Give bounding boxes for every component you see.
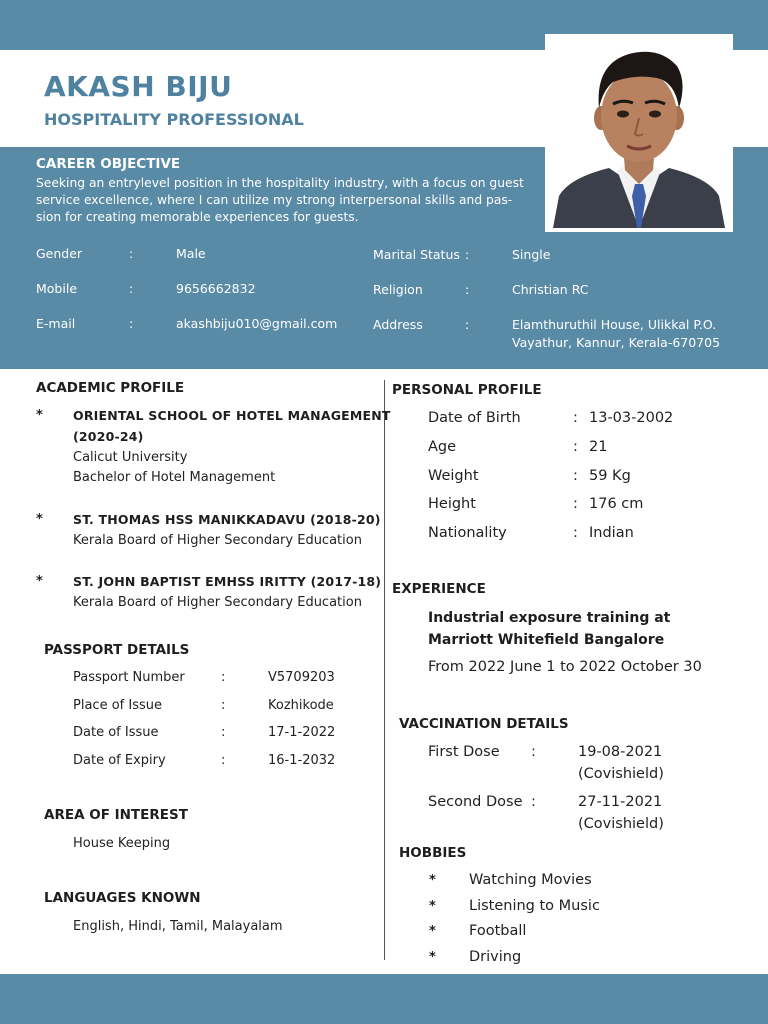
passport-details-heading: PASSPORT DETAILS: [44, 642, 190, 658]
age-value: 21: [589, 439, 608, 455]
objective-line: service excellence, where I can utilize my strong interpersonal skills and pas-: [36, 193, 513, 207]
passport-separator: :: [221, 753, 226, 768]
date-of-issue-label: Date of Issue: [73, 725, 159, 740]
candidate-name: AKASH BIJU: [44, 70, 233, 103]
second-dose-vaccine: (Covishield): [578, 816, 664, 832]
bullet: *: [36, 512, 43, 527]
experience-role: Industrial exposure training at: [428, 610, 671, 626]
personal-profile-heading: PERSONAL PROFILE: [392, 382, 542, 398]
place-of-issue-value: Kozhikode: [268, 698, 334, 713]
academic-institution: ST. JOHN BAPTIST EMHSS IRITTY (2017-18): [73, 574, 382, 589]
vaccination-separator: :: [531, 794, 536, 810]
weight-value: 59 Kg: [589, 468, 631, 484]
academic-institution: ST. THOMAS HSS MANIKKADAVU (2018-20): [73, 512, 381, 527]
place-of-issue-label: Place of Issue: [73, 698, 162, 713]
bullet: *: [429, 899, 436, 914]
career-objective-text: [36, 175, 530, 226]
academic-university: Calicut University: [73, 450, 188, 465]
nationality-label: Nationality: [428, 525, 507, 541]
address-line-2: Vayathur, Kannur, Kerala-670705: [512, 335, 721, 350]
column-divider: [384, 380, 385, 960]
marital-status-separator: :: [465, 247, 470, 262]
marital-status-label: Marital Status: [373, 247, 460, 262]
vaccination-separator: :: [531, 744, 536, 760]
candidate-title: HOSPITALITY PROFESSIONAL: [44, 110, 304, 129]
personal-separator: :: [573, 496, 578, 512]
hobbies-heading: HOBBIES: [399, 845, 467, 861]
marital-status-value: Single: [512, 247, 551, 262]
profile-photo: [549, 38, 729, 228]
second-dose-label: Second Dose: [428, 794, 523, 810]
religion-label: Religion: [373, 282, 423, 297]
mobile-separator: :: [129, 281, 134, 296]
bottom-band: [0, 974, 768, 1024]
height-value: 176 cm: [589, 496, 644, 512]
address-label: Address: [373, 317, 423, 332]
religion-value: Christian RC: [512, 282, 589, 297]
personal-separator: :: [573, 410, 578, 426]
date-of-issue-value: 17-1-2022: [268, 725, 336, 740]
objective-line: sion for creating memorable experiences for guests.: [36, 210, 359, 224]
passport-separator: :: [221, 670, 226, 685]
vaccination-heading: VACCINATION DETAILS: [399, 716, 569, 732]
personal-separator: :: [573, 439, 578, 455]
academic-years: (2020-24): [73, 429, 144, 444]
bullet: *: [36, 574, 43, 589]
academic-degree: Bachelor of Hotel Management: [73, 470, 276, 485]
email-separator: :: [129, 316, 134, 331]
email-label: E-mail: [36, 316, 76, 331]
height-label: Height: [428, 496, 476, 512]
bullet: *: [429, 924, 436, 939]
first-dose-label: First Dose: [428, 744, 500, 760]
area-of-interest-heading: AREA OF INTEREST: [44, 807, 188, 823]
address-line-1: Elamthuruthil House, Ulikkal P.O.: [512, 317, 717, 332]
gender-separator: :: [129, 246, 134, 261]
profile-photo-frame: [545, 34, 733, 232]
bullet: *: [36, 408, 43, 423]
hobby-item: Driving: [469, 949, 522, 965]
dob-value: 13-03-2002: [589, 410, 674, 426]
bullet: *: [429, 873, 436, 888]
email-value: akashbiju010@gmail.com: [176, 316, 338, 331]
objective-line: Seeking an entrylevel position in the hospitality industry, with a focus on guest: [36, 176, 524, 190]
hobby-item: Football: [469, 923, 527, 939]
weight-label: Weight: [428, 468, 479, 484]
academic-board: Kerala Board of Higher Secondary Education: [73, 595, 362, 610]
religion-separator: :: [465, 282, 470, 297]
hobby-item: Listening to Music: [469, 898, 600, 914]
experience-company: Marriott Whitefield Bangalore: [428, 632, 665, 648]
hobby-item: Watching Movies: [469, 872, 592, 888]
bullet: *: [429, 950, 436, 965]
mobile-label: Mobile: [36, 281, 78, 296]
career-objective-heading: CAREER OBJECTIVE: [36, 156, 181, 172]
languages-known-heading: LANGUAGES KNOWN: [44, 890, 201, 906]
academic-profile-heading: ACADEMIC PROFILE: [36, 380, 185, 396]
mobile-value: 9656662832: [176, 281, 256, 296]
experience-period: From 2022 June 1 to 2022 October 30: [428, 659, 702, 675]
passport-separator: :: [221, 698, 226, 713]
address-separator: :: [465, 317, 470, 332]
first-dose-date: 19-08-2021: [578, 744, 663, 760]
academic-board: Kerala Board of Higher Secondary Education: [73, 533, 362, 548]
date-of-expiry-value: 16-1-2032: [268, 753, 336, 768]
dob-label: Date of Birth: [428, 410, 521, 426]
academic-institution: ORIENTAL SCHOOL OF HOTEL MANAGEMENT: [73, 408, 391, 423]
age-label: Age: [428, 439, 457, 455]
passport-separator: :: [221, 725, 226, 740]
gender-value: Male: [176, 246, 206, 261]
passport-number-label: Passport Number: [73, 670, 185, 685]
passport-number-value: V5709203: [268, 670, 335, 685]
languages-known-value: English, Hindi, Tamil, Malayalam: [73, 919, 283, 934]
personal-separator: :: [573, 525, 578, 541]
gender-label: Gender: [36, 246, 83, 261]
experience-heading: EXPERIENCE: [392, 581, 486, 597]
nationality-value: Indian: [589, 525, 634, 541]
date-of-expiry-label: Date of Expiry: [73, 753, 166, 768]
second-dose-date: 27-11-2021: [578, 794, 663, 810]
personal-separator: :: [573, 468, 578, 484]
area-of-interest-value: House Keeping: [73, 836, 171, 851]
first-dose-vaccine: (Covishield): [578, 766, 664, 782]
